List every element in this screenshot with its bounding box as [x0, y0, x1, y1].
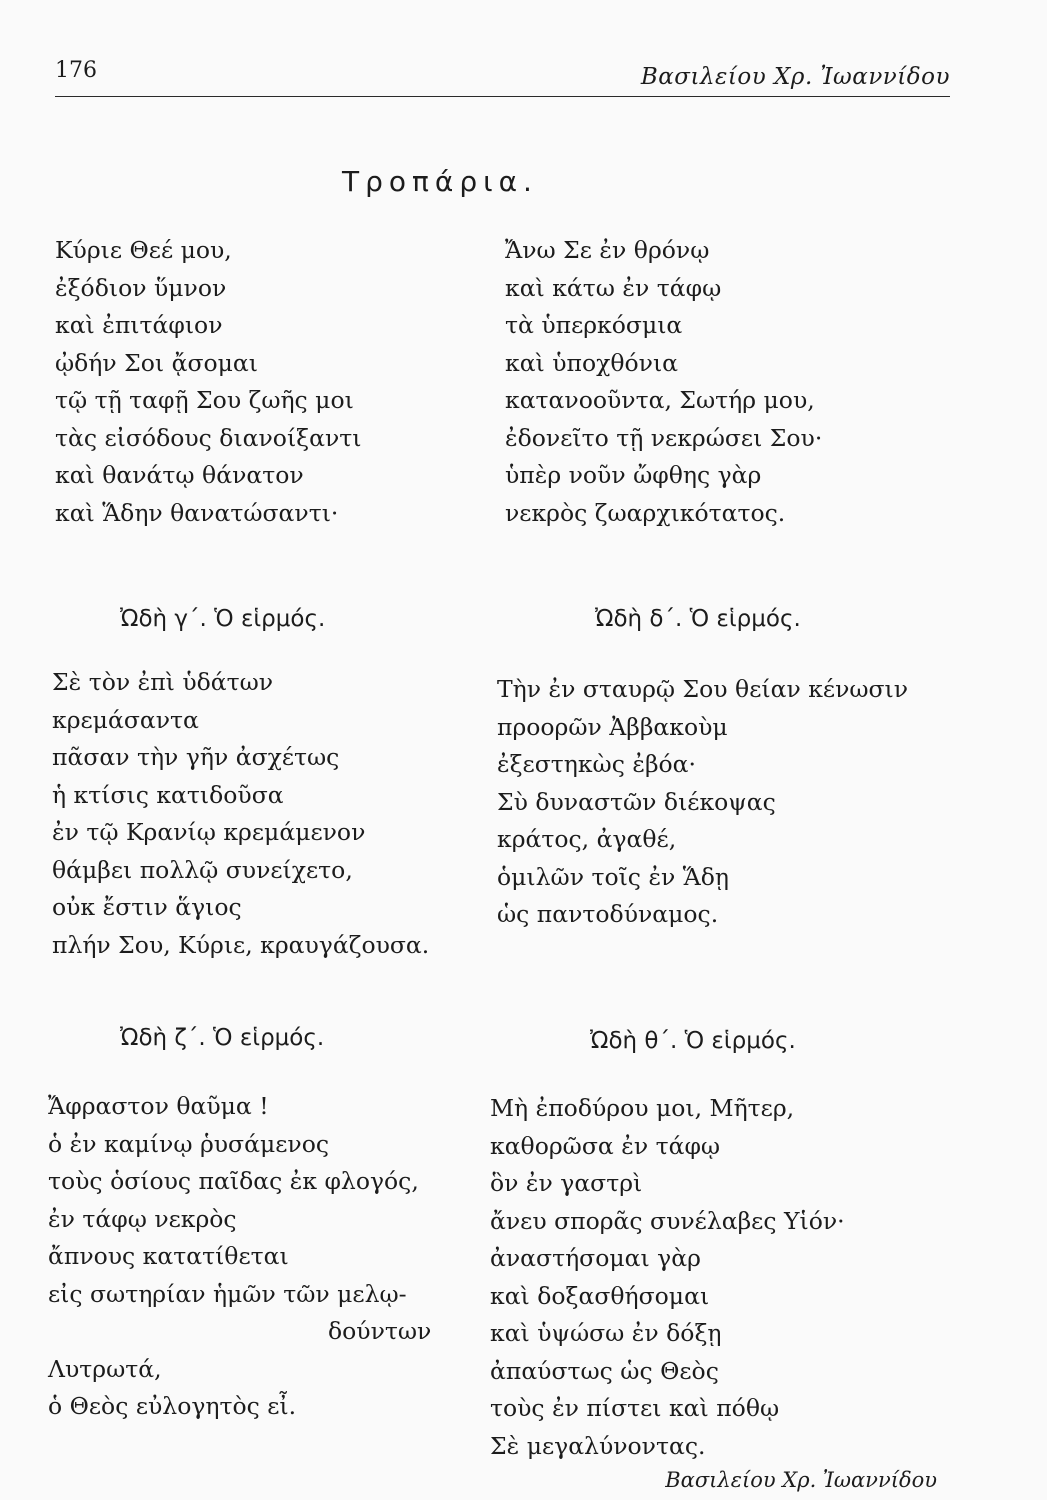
verse-line: κατανοοῦντα, Σωτήρ μου, — [505, 386, 815, 414]
ode7-text — [48, 1088, 431, 1426]
ode9-text — [490, 1090, 845, 1465]
verse-line: ἀπαύστως ὡς Θεὸς — [490, 1356, 719, 1385]
verse-line: πᾶσαν τὴν γῆν ἀσχέτως — [52, 743, 340, 771]
verse-line: καὶ Ἅδην θανατώσαντι· — [55, 498, 339, 527]
verse-line: τῷ τῇ ταφῇ Σου ζωῆς μοι — [55, 386, 354, 414]
verse-line: Μὴ ἐποδύρου μοι, Μῆτερ, — [490, 1094, 795, 1122]
verse-line: ὃν ἐν γαστρὶ — [490, 1169, 643, 1197]
verse-line: τοὺς ὁσίους παῖδας ἐκ φλογός, — [48, 1167, 419, 1195]
verse-line: τοὺς ἐν πίστει καὶ πόθῳ — [490, 1394, 780, 1422]
ode3-heading: Ὠδὴ γ΄. Ὁ εἱρμός. — [120, 606, 326, 632]
author-signature: Βασιλείου Χρ. Ἰωαννίδου — [665, 1468, 937, 1492]
ode9-heading: Ὠδὴ θ΄. Ὁ εἱρμός. — [590, 1028, 796, 1054]
verse-line: ὁμιλῶν τοῖς ἐν Ἅδῃ — [497, 862, 729, 891]
verse-line: ὑπὲρ νοῦν ὤφθης γὰρ — [505, 461, 762, 489]
verse-line: προορῶν Ἀββακοὺμ — [497, 712, 728, 741]
verse-line: δούντων — [328, 1317, 432, 1345]
verse-line: ὁ ἐν καμίνῳ ῥυσάμενος — [48, 1129, 330, 1158]
verse-line: ᾠδήν Σοι ᾄσομαι — [55, 348, 259, 377]
ode7-heading: Ὠδὴ ζ΄. Ὁ εἱρμός. — [120, 1025, 325, 1051]
verse-line: πλήν Σου, Κύριε, κραυγάζουσα. — [52, 930, 430, 959]
verse-line: ἡ κτίσις κατιδοῦσα — [52, 780, 284, 809]
verse-line: Ἄφραστον θαῦμα ! — [48, 1092, 269, 1120]
verse-line: ἐν τῷ Κρανίῳ κρεμάμενον — [52, 818, 366, 846]
verse-line: νεκρὸς ζωαρχικότατος. — [505, 498, 786, 527]
verse-line: ἄνευ σπορᾶς συνέλαβες Υἱόν· — [490, 1206, 845, 1235]
verse-line: Λυτρωτά, — [48, 1354, 162, 1383]
verse-line: ἐξεστηκὼς ἐβόα· — [497, 750, 697, 778]
ode4-text — [497, 671, 908, 934]
verse-line: ἀναστήσομαι γὰρ — [490, 1244, 701, 1272]
verse-line: εἰς σωτηρίαν ἡμῶν τῶν μελῳ- — [48, 1279, 407, 1308]
verse-line: καὶ ὑψώσω ἐν δόξῃ — [490, 1319, 722, 1347]
verse-line: ἐν τάφῳ νεκρὸς — [48, 1204, 237, 1233]
ode4-heading: Ὠδὴ δ΄. Ὁ εἱρμός. — [595, 606, 801, 632]
ode3-text — [52, 664, 429, 964]
verse-line: καὶ κάτω ἐν τάφῳ — [505, 273, 722, 302]
verse-line: Σὲ μεγαλύνοντας. — [490, 1431, 706, 1460]
verse-line: Κύριε Θεέ μου, — [55, 236, 232, 264]
troparion-right — [505, 232, 822, 532]
verse-line: ἄπνους κατατίθεται — [48, 1242, 289, 1270]
verse-line: καθορῶσα ἐν τάφῳ — [490, 1131, 721, 1160]
verse-line: Σὺ δυναστῶν διέκοψας — [497, 787, 776, 816]
running-head: Βασιλείου Χρ. Ἰωαννίδου — [640, 64, 950, 90]
verse-line: τὰ ὑπερκόσμια — [505, 311, 683, 339]
verse-line: ἐδονεῖτο τῇ νεκρώσει Σου· — [505, 423, 823, 452]
verse-line: Ἄνω Σε ἐν θρόνῳ — [505, 236, 710, 264]
verse-line: ἐξόδιον ὕμνον — [55, 273, 227, 302]
verse-line: θάμβει πολλῷ συνείχετο, — [52, 855, 353, 884]
verse-line: καὶ ὑποχθόνια — [505, 348, 679, 377]
verse-line: καὶ δοξασθήσομαι — [490, 1281, 710, 1310]
verse-line: κρεμάσαντα — [52, 705, 199, 734]
page-number: 176 — [55, 58, 97, 83]
verse-line: καὶ θανάτῳ θάνατον — [55, 461, 304, 489]
verse-line: ὁ Θεὸς εὐλογητὸς εἶ. — [48, 1392, 297, 1420]
verse-line: τὰς εἰσόδους διανοίξαντι — [55, 423, 362, 452]
verse-line: ὡς παντοδύναμος. — [497, 900, 719, 928]
verse-line: οὐκ ἔστιν ἅγιος — [52, 893, 242, 921]
verse-line: καὶ ἐπιτάφιον — [55, 311, 223, 339]
verse-line: Τὴν ἐν σταυρῷ Σου θείαν κένωσιν — [497, 675, 909, 703]
verse-line: κράτος, ἀγαθέ, — [497, 825, 677, 853]
section-title: Τροπάρια. — [342, 165, 538, 198]
troparion-left — [55, 232, 362, 532]
verse-line: Σὲ τὸν ἐπὶ ὑδάτων — [52, 668, 274, 696]
page-header — [55, 56, 950, 97]
